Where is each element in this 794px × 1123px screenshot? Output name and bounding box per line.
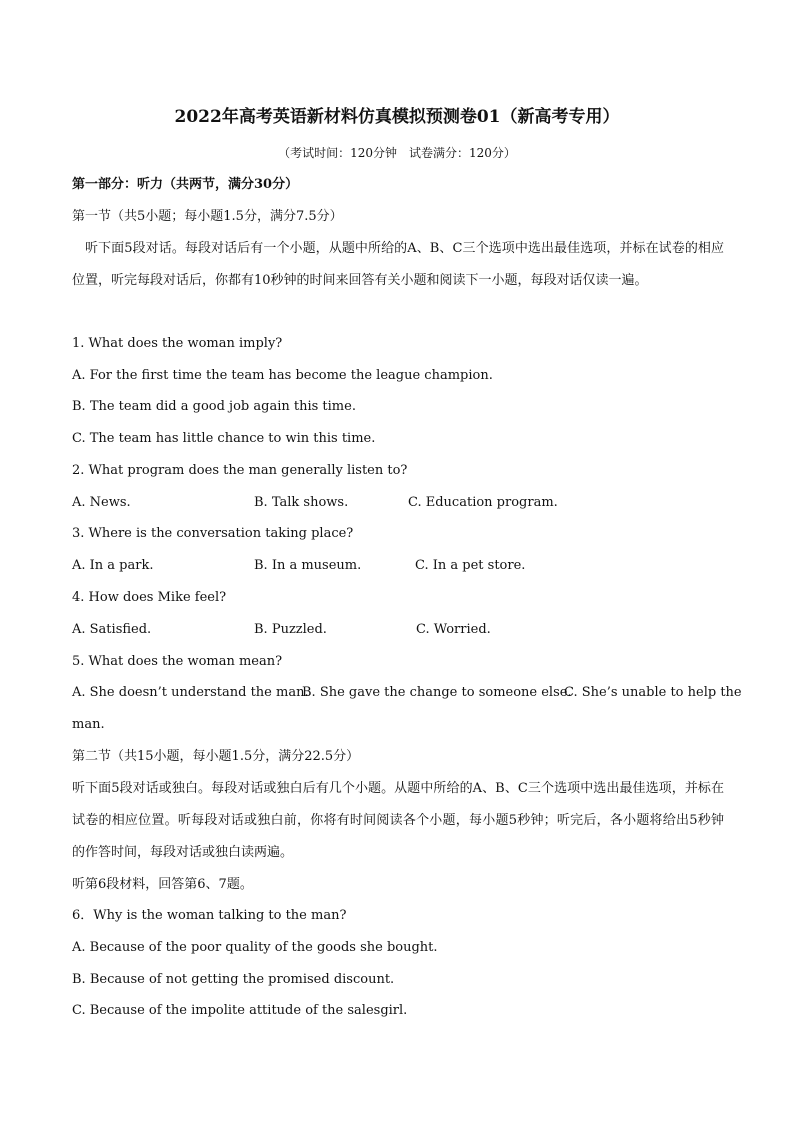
question-6-option-c: C. Because of the impolite attitude of the salesgirl. [72, 1003, 408, 1018]
question-2-option-a: A. News. [72, 495, 131, 510]
question-2-option-c: C. Education program. [408, 495, 558, 510]
question-3-options [72, 556, 724, 576]
question-1-option-b: B. The team did a good job again this time. [72, 399, 356, 414]
section2-instructions: 听下面5段对话或独白。每段对话或独白后有几个小题。从题中所给的A、B、C三个选项中选出最佳选项，并标在试卷的相应位置。听每段对话或独白前，你将有时间阅读各个小题，每小题5秒钟；听完后，各小题将给出5秒钟的作答时间，每段对话或独白读两遍。 [72, 781, 724, 860]
question-3-option-a: A. In a park. [72, 558, 154, 573]
section1-heading: 第一节（共5小题；每小题1.5分，满分7.5分） [72, 209, 343, 224]
question-1-option-c: C. The team has little chance to win this time. [72, 431, 376, 446]
question-6-option-a: A. Because of the poor quality of the goods she bought. [72, 940, 438, 955]
question-2-option-b: B. Talk shows. [254, 495, 349, 510]
question-5-option-c: C. She’s unable to help the [564, 685, 742, 700]
question-4-option-a: A. Satisfied. [72, 622, 152, 637]
question-5-stem: 5. What does the woman mean? [72, 654, 283, 669]
section2-material-note: 听第6段材料，回答第6、7题。 [72, 877, 253, 892]
question-6-option-b: B. Because of not getting the promised discount. [72, 972, 395, 987]
exam-subtitle: （考试时间：120分钟 试卷满分：120分） [278, 146, 516, 160]
question-4-option-c: C. Worried. [416, 622, 491, 637]
question-5-options [72, 683, 742, 703]
question-4-options [72, 620, 724, 640]
question-2-options [72, 493, 724, 513]
section2-heading: 第二节（共15小题，每小题1.5分，满分22.5分） [72, 749, 360, 764]
question-1-stem: 1. What does the woman imply? [72, 336, 283, 351]
question-5-option-c-continued: man. [72, 717, 105, 732]
question-6-stem: 6．Why is the woman talking to the man? [72, 908, 347, 923]
question-5-option-b: B. She gave the change to someone else. [302, 685, 572, 700]
question-3-option-b: B. In a museum. [254, 558, 362, 573]
question-3-option-c: C. In a pet store. [415, 558, 526, 573]
question-4-option-b: B. Puzzled. [254, 622, 327, 637]
question-3-stem: 3. Where is the conversation taking place? [72, 526, 354, 541]
question-2-stem: 2. What program does the man generally listen to? [72, 463, 408, 478]
exam-title: 2022年高考英语新材料仿真模拟预测卷01（新高考专用） [174, 107, 620, 127]
section1-instructions: 听下面5段对话。每段对话后有一个小题，从题中所给的A、B、C三个选项中选出最佳选项，并标在试卷的相应位置，听完每段对话后，你都有10秒钟的时间来回答有关小题和阅读下一小题，每段对话仅读一遍。 [72, 241, 724, 288]
part1-heading: 第一部分：听力（共两节，满分30分） [72, 177, 299, 192]
question-4-stem: 4. How does Mike feel? [72, 590, 227, 605]
question-1-option-a: A. For the first time the team has become the league champion. [72, 368, 493, 383]
question-5-option-a: A. She doesn’t understand the man. [72, 685, 309, 700]
